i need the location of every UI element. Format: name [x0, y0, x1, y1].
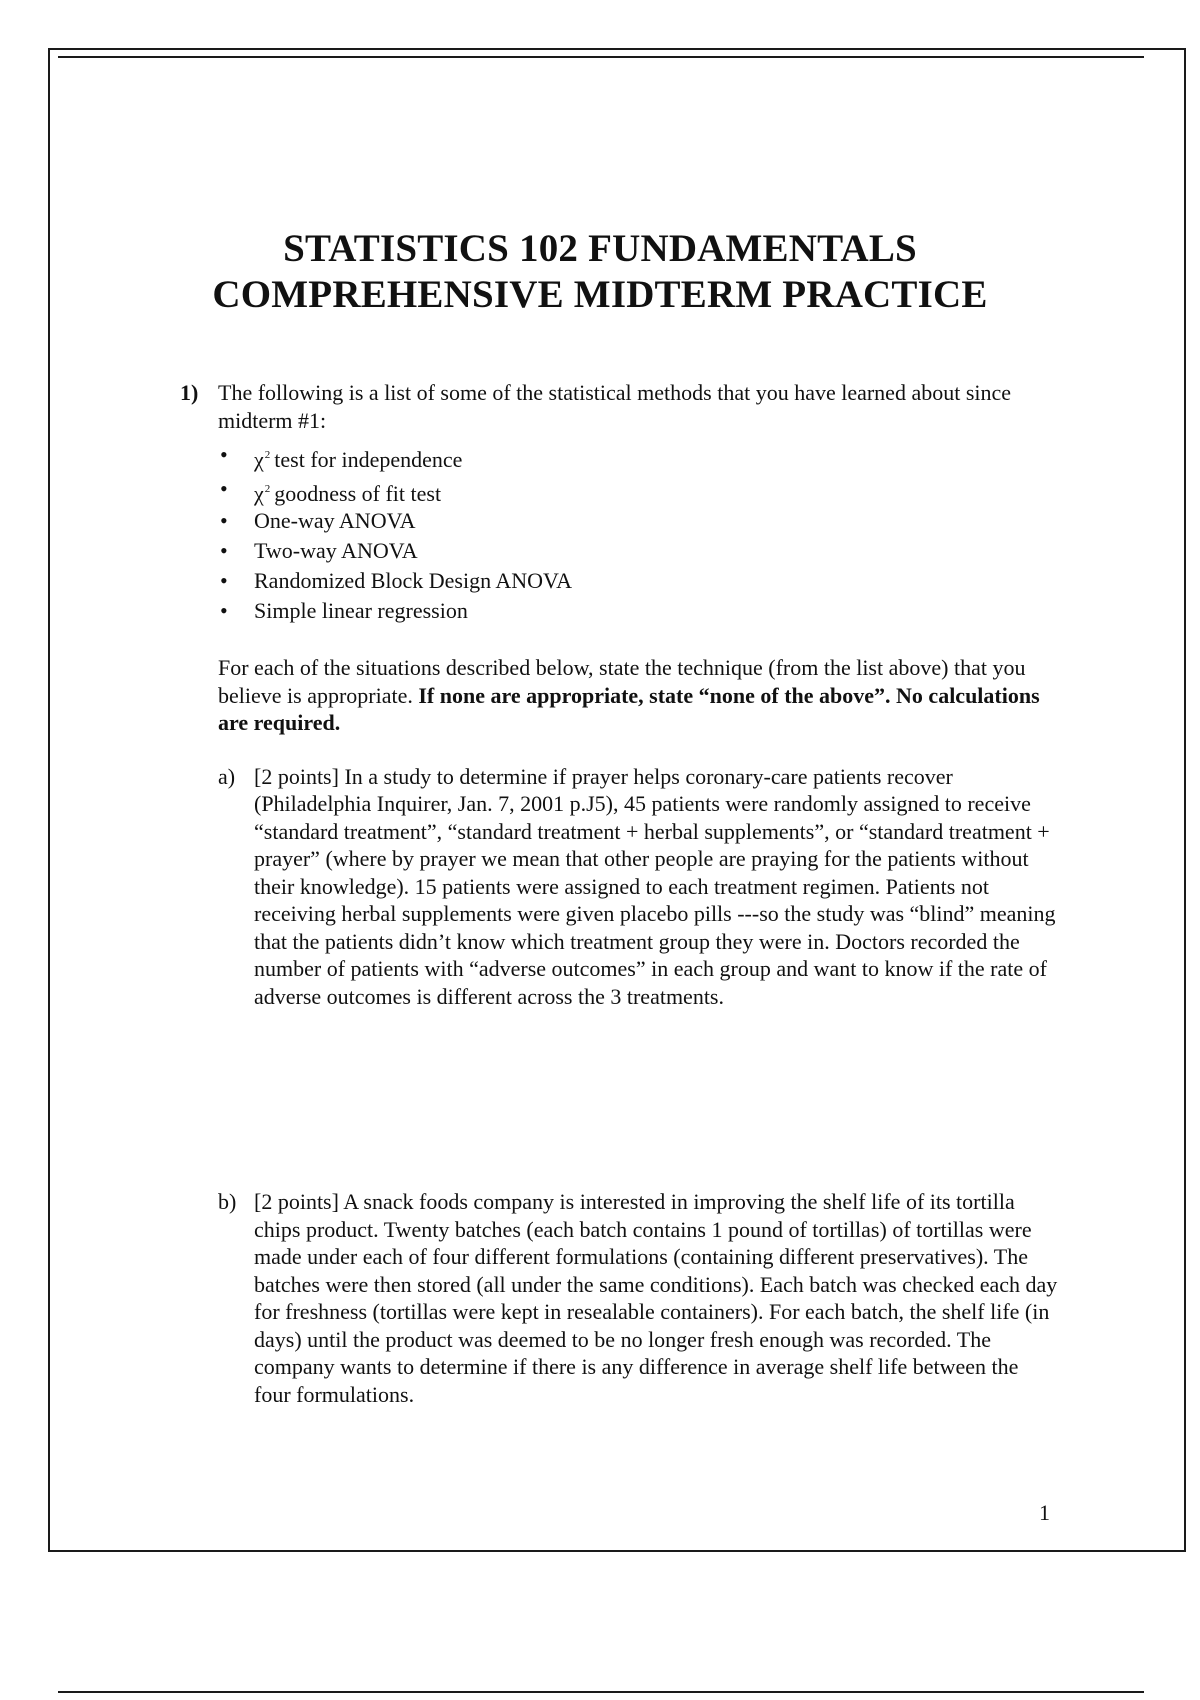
method-label: Two-way ANOVA	[254, 538, 418, 563]
instructions-bold: If none are appropriate, state “none of the above”. No calculations are required.	[218, 682, 1040, 735]
method-label: Randomized Block Design ANOVA	[254, 568, 572, 593]
title-line-2: COMPREHENSIVE MIDTERM PRACTICE	[212, 273, 988, 316]
list-item	[218, 566, 1060, 596]
list-item	[218, 472, 1060, 506]
question-1	[180, 379, 1060, 1408]
bottom-rule	[58, 1691, 1144, 1693]
question-part-b	[218, 1188, 1060, 1408]
title-line-1: STATISTICS 102 FUNDAMENTALS	[283, 227, 917, 270]
page-number: 1	[1039, 1500, 1050, 1525]
bullet-icon: •	[220, 442, 228, 467]
instructions-text: For each of the situations described below, state the technique (from the list above) that you believe is appropriate.	[218, 655, 1026, 708]
instructions	[218, 654, 1060, 737]
chi-square-exponent: 2	[264, 449, 271, 461]
list-item	[218, 536, 1060, 566]
part-text: [2 points] A snack foods company is interested in improving the shelf life of its tortilla chips product. Twenty batches (each batch contains 1 pound of tortillas) of tortillas were made under each of four different formulations (containing different preservatives). The batches were then stored (all under the same conditions). Each batch was checked each day for freshness (tortillas were kept in resealable containers). For each batch, the shelf life (in days) until the product was deemed to be no longer fresh enough was recorded. The company wants to determine if there is any difference in average shelf life between the four formulations.	[254, 1189, 1058, 1407]
question-intro: The following is a list of some of the statistical methods that you have learned about since midterm #1:	[218, 380, 1012, 433]
list-item	[218, 438, 1060, 472]
chi-square-symbol: χ	[254, 481, 264, 506]
list-item	[218, 596, 1060, 626]
question-body	[218, 379, 1060, 1408]
chi-square-symbol: χ	[254, 447, 264, 472]
part-letter: b)	[218, 1189, 237, 1214]
bullet-icon: •	[220, 476, 228, 501]
chi-square-exponent: 2	[264, 483, 271, 495]
method-label: goodness of fit test	[274, 481, 442, 506]
bullet-icon: •	[220, 598, 228, 623]
part-letter: a)	[218, 763, 236, 789]
question-part-a	[218, 763, 1060, 1011]
method-label: One-way ANOVA	[254, 508, 416, 533]
bullet-icon: •	[220, 568, 228, 593]
document-title	[0, 226, 1200, 318]
methods-list	[218, 438, 1060, 626]
part-text: [2 points] In a study to determine if prayer helps coronary-care patients recover (Philadelphia Inquirer, Jan. 7, 2001 p.J5), 45 patients were randomly assigned to receive “standard treatment”, “standard treatment + herbal supplements”, or “standard treatment + prayer” (where by prayer we mean that other people are praying for the patients without their knowledge). 15 patients were assigned to each treatment regimen. Patients not receiving herbal supplements were given placebo pills ---so the study was “blind” meaning that the patients didn’t know which treatment group they were in. Doctors recorded the number of patients with “adverse outcomes” in each group and want to know if the rate of adverse outcomes is different across the 3 treatments.	[254, 763, 1056, 1009]
method-label: Simple linear regression	[254, 598, 468, 623]
bullet-icon: •	[220, 538, 228, 563]
question-number: 1)	[180, 380, 199, 405]
method-label: test for independence	[274, 447, 463, 472]
list-item	[218, 506, 1060, 536]
bullet-icon: •	[220, 508, 228, 533]
